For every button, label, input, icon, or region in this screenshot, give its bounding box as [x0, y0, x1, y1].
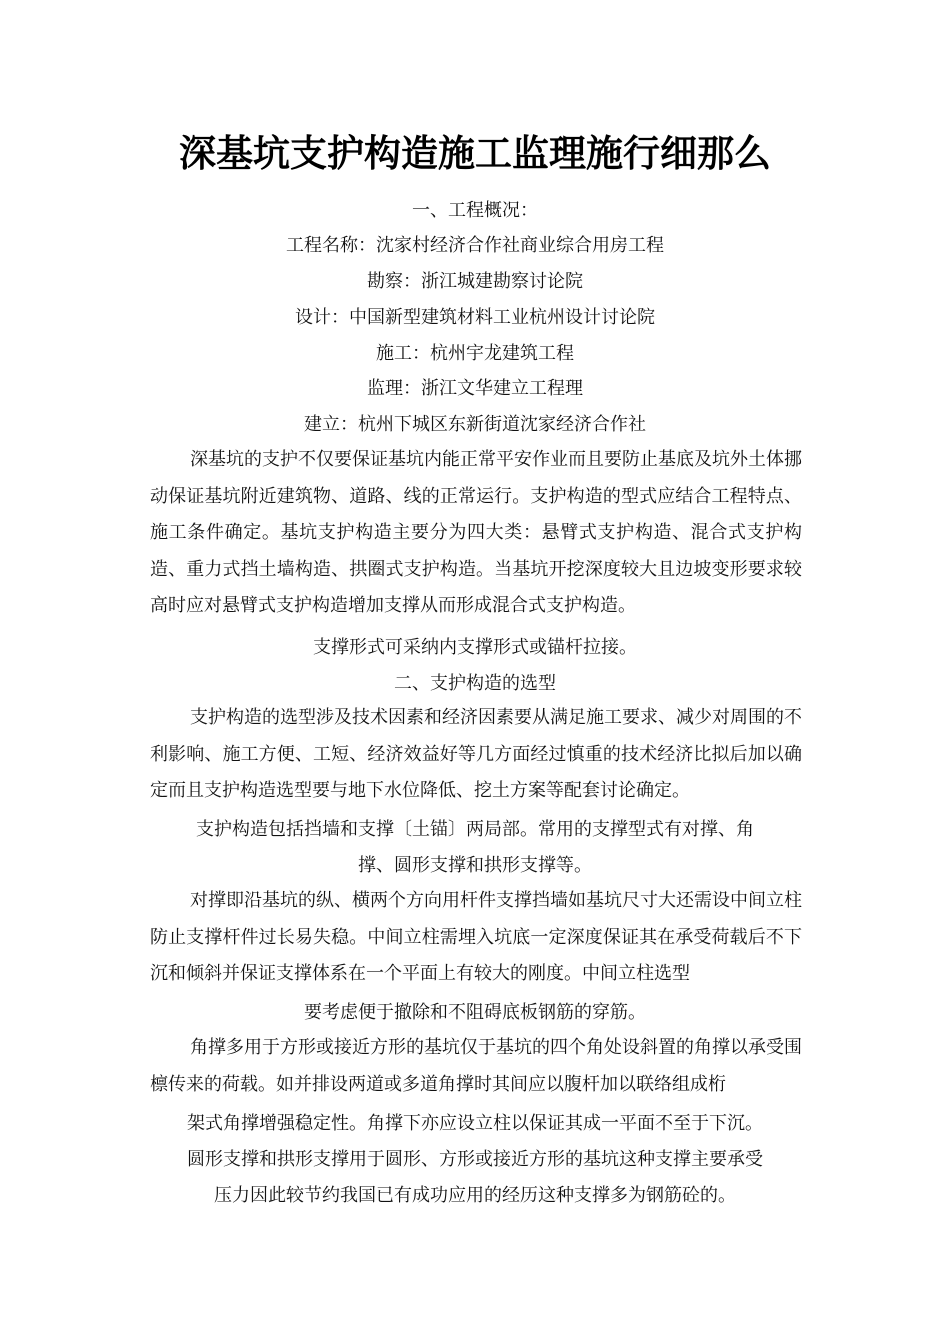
paragraph-structure-line1: 支护构造包括挡墙和支撑〔土锚〕两局部。常用的支撑型式有对撑、角	[196, 819, 754, 840]
paragraph-ring-line2: 压力因此较节约我国已有成功应用的经历这种支撑多为钢筋砼的。	[214, 1185, 736, 1206]
paragraph-selection: 支护构造的选型涉及技术因素和经济因素要从满足施工要求、减少对周围的不利影响、施工方便、工短、经济效益好等几方面经过慎重的技术经济比拟后加以确定而且支护构造选型要与地下水位降低、挖土方案等配套讨论确定。	[150, 707, 802, 801]
paragraph-support-tail: 支撑形式可采纳内支撑形式或锚杆拉接。	[313, 637, 637, 658]
paragraph-corner-brace-tail: 架式角撑增强稳定性。角撑下亦应设立柱以保证其成一平面不至于下沉。	[187, 1113, 763, 1134]
info-builder: 建立：杭州下城区东新街道沈家经济合作社	[304, 414, 646, 435]
paragraph-structure-line2: 撑、圆形支撑和拱形支撑等。	[358, 855, 592, 876]
section-heading-overview: 一、工程概况：	[412, 200, 538, 221]
paragraph-corner-brace: 角撑多用于方形或接近方形的基坑仅于基坑的四个角处设斜置的角撑以承受围檩传来的荷载。如并排设两道或多道角撑时其间应以腹杆加以联络组成桁	[150, 1037, 802, 1095]
info-construction: 施工：杭州宇龙建筑工程	[376, 343, 574, 364]
info-project-name: 工程名称：沈家村经济合作社商业综合用房工程	[286, 235, 664, 256]
page-title: 深基坑支护构造施工监理施行细那么	[179, 131, 771, 175]
paragraph-ring-line1: 圆形支撑和拱形支撑用于圆形、方形或接近方形的基坑这种支撑主要承受	[187, 1149, 763, 1170]
info-design: 设计：中国新型建筑材料工业杭州设计讨论院	[295, 307, 655, 328]
section-heading-selection: 二、支护构造的选型	[394, 673, 556, 694]
info-supervision: 监理：浙江文华建立工程理	[367, 378, 583, 399]
paragraph-support-intro: 深基坑的支护不仅要保证基坑内能正常平安作业而且要防止基底及坑外土体挪动保证基坑附近建筑物、道路、线的正常运行。支护构造的型式应结合工程特点、施工条件确定。基坑支护构造主要分为四大类：悬臂式支护构造、混合式支护构造、重力式挡土墙构造、拱圈式支护构造。当基坑开挖深度较大且边坡变形要求较高时应对悬臂式支护构造增加支撑从而形成混合式支护构造。	[150, 449, 802, 616]
paragraph-strut: 对撑即沿基坑的纵、横两个方向用杆件支撑挡墙如基坑尺寸大还需设中间立柱防止支撑杆件过长易失稳。中间立柱需埋入坑底一定深度保证其在承受荷载后不下沉和倾斜并保证支撑体系在一个平面上有较大的刚度。中间立柱选型	[150, 890, 802, 984]
paragraph-strut-tail: 要考虑便于撤除和不阻碍底板钢筋的穿筋。	[304, 1002, 646, 1023]
info-survey: 勘察：浙江城建勘察讨论院	[367, 271, 583, 292]
